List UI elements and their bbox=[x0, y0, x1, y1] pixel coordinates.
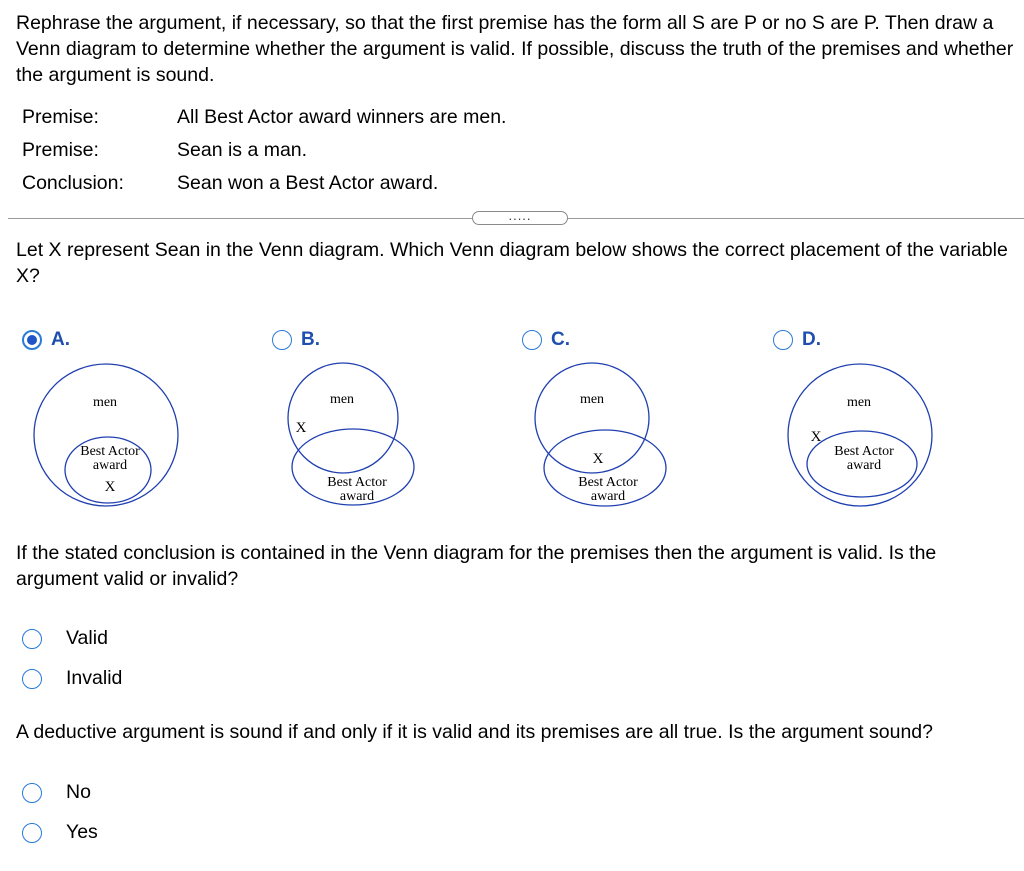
best-actor-label-line1: Best Actor bbox=[578, 475, 638, 490]
premise-1-label: Premise: bbox=[22, 106, 99, 128]
best-actor-label-line1: Best Actor bbox=[327, 475, 387, 490]
no-radio[interactable] bbox=[22, 783, 42, 803]
expand-button[interactable]: ..... bbox=[472, 211, 568, 225]
question-3-text: A deductive argument is sound if and only if it is valid and its premises are all true. Is the argument sound? bbox=[16, 721, 933, 743]
option-a-letter: A. bbox=[51, 329, 70, 350]
valid-label[interactable]: Valid bbox=[66, 627, 108, 649]
x-marker: X bbox=[104, 479, 116, 495]
option-c-letter: C. bbox=[551, 329, 570, 350]
question-1-text: Let X represent Sean in the Venn diagram. Which Venn diagram below shows the correct placement of the variable X? bbox=[16, 239, 1008, 287]
best-actor-label-line2: award bbox=[846, 458, 882, 473]
no-label[interactable]: No bbox=[66, 781, 91, 803]
yes-label[interactable]: Yes bbox=[66, 821, 98, 843]
invalid-radio[interactable] bbox=[22, 669, 42, 689]
x-marker: X bbox=[592, 451, 604, 467]
venn-diagram-b bbox=[280, 360, 425, 515]
venn-diagram-c bbox=[530, 360, 675, 515]
option-b-radio[interactable] bbox=[272, 330, 292, 350]
venn-diagram-d bbox=[782, 360, 937, 520]
men-label: men bbox=[846, 395, 872, 410]
venn-diagram-a bbox=[30, 360, 185, 520]
best-actor-label-line2: award bbox=[339, 489, 375, 504]
instructions-text: Rephrase the argument, if necessary, so that the first premise has the form all S are P or no S are P. Then draw a Venn diagram to determine whether the argument is valid. If possible, discuss the truth of the premises and whether the argument is sound. bbox=[16, 12, 1014, 86]
valid-radio[interactable] bbox=[22, 629, 42, 649]
men-label: men bbox=[329, 392, 355, 407]
men-circle bbox=[288, 363, 398, 473]
question-2-text: If the stated conclusion is contained in the Venn diagram for the premises then the argument is valid. Is the argument valid or invalid? bbox=[16, 542, 937, 590]
men-label: men bbox=[92, 395, 118, 410]
conclusion-text: Sean won a Best Actor award. bbox=[177, 172, 439, 194]
x-marker: X bbox=[810, 429, 822, 445]
option-a-radio[interactable] bbox=[22, 330, 42, 350]
yes-radio[interactable] bbox=[22, 823, 42, 843]
invalid-label[interactable]: Invalid bbox=[66, 667, 123, 689]
best-actor-label-line1: Best Actor bbox=[80, 444, 140, 459]
premise-2-text: Sean is a man. bbox=[177, 139, 308, 161]
best-actor-label-line1: Best Actor bbox=[834, 444, 894, 459]
x-marker: X bbox=[295, 420, 307, 436]
option-c-radio[interactable] bbox=[522, 330, 542, 350]
best-actor-label-line2: award bbox=[590, 489, 626, 504]
option-d-letter: D. bbox=[802, 329, 821, 350]
conclusion-label: Conclusion: bbox=[22, 172, 124, 194]
best-actor-label-line2: award bbox=[92, 458, 128, 473]
option-d-radio[interactable] bbox=[773, 330, 793, 350]
premise-1-text: All Best Actor award winners are men. bbox=[177, 106, 507, 128]
option-b-letter: B. bbox=[301, 329, 320, 350]
premise-2-label: Premise: bbox=[22, 139, 99, 161]
men-label: men bbox=[579, 392, 605, 407]
